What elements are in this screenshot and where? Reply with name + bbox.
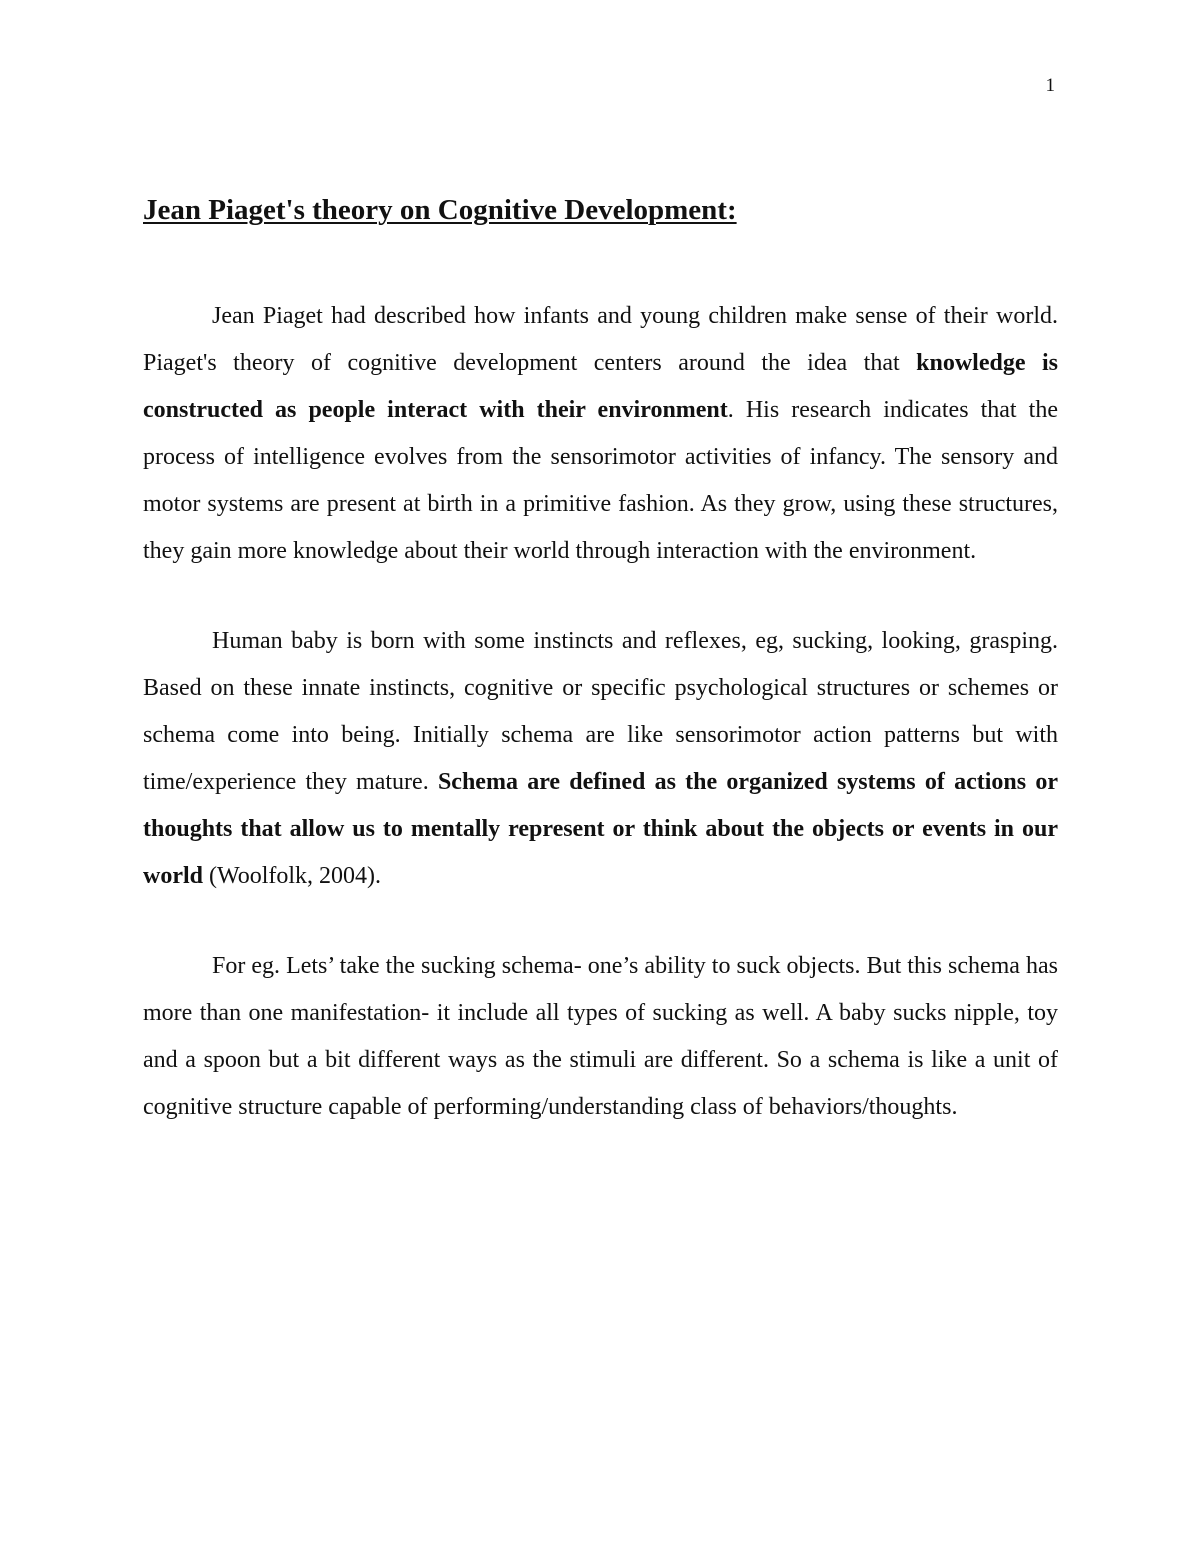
document-title: Jean Piaget's theory on Cognitive Development: [143, 194, 737, 226]
page-number: 1 [1045, 75, 1055, 96]
bold-text: knowledge is constructed as people interact with their environment [143, 350, 1058, 423]
paragraph-text: . His research indicates that the process of intelligence evolves from the sensorimotor activities of infancy. The sensory and motor systems are present at birth in a primitive fashion. As they grow, using these structures, they gain more knowledge about their world through interaction with the environment. [143, 397, 1058, 564]
paragraph-text: Human baby is born with some instincts and reflexes, eg, sucking, looking, grasping. Based on these innate instincts, cognitive or specific psychological structures or schemes or schema come into being. Initially schema are like sensorimotor action patterns but with time/experience they mature. [143, 628, 1058, 795]
paragraph-text: Jean Piaget had described how infants and young children make sense of their world. Piaget's theory of cognitive development centers around the idea that [143, 303, 1058, 376]
paragraph-text: (Woolfolk, 2004). [203, 863, 382, 889]
document-body [143, 293, 1058, 1174]
paragraph-example [143, 943, 1058, 1131]
paragraph-intro [143, 293, 1058, 575]
paragraph-text: For eg. Lets’ take the sucking schema- one’s ability to suck objects. But this schema has more than one manifestation- it include all types of sucking as well. A baby sucks nipple, toy and a spoon but a bit different ways as the stimuli are different. So a schema is like a unit of cognitive structure capable of performing/understanding class of behaviors/thoughts. [143, 953, 1058, 1120]
paragraph-schema [143, 618, 1058, 900]
bold-text: Schema are defined as the organized systems of actions or thoughts that allow us to mentally represent or think about the objects or events in our world [143, 769, 1059, 889]
